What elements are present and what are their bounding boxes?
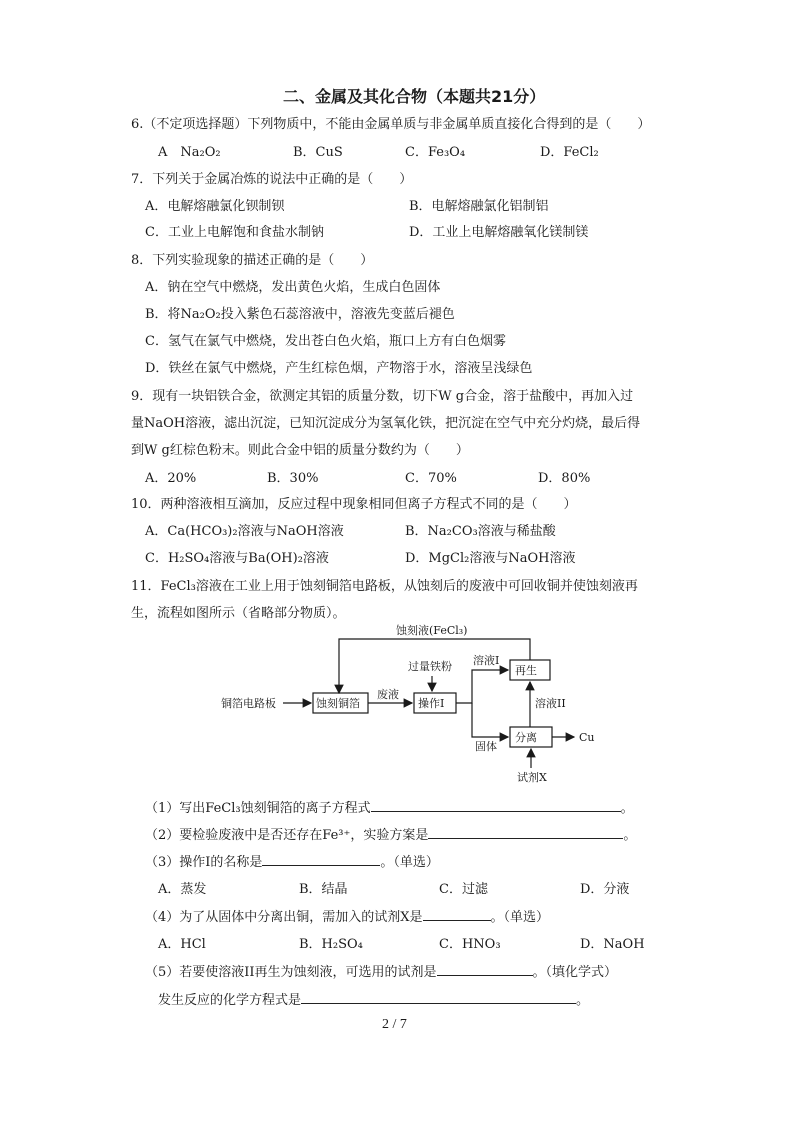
q11-sub-2-text: （2）要检验废液中是否还存在Fe³⁺，实验方案是	[145, 828, 429, 843]
q11-sub-3-text: （3）操作I的名称是	[145, 855, 263, 870]
question-8-stem: 8．下列实验现象的描述正确的是（ ）	[131, 253, 374, 268]
q11-sub-4	[145, 906, 549, 925]
q11-sub-1-text: （1）写出FeCl₃蚀刻铜箔的离子方程式	[145, 801, 371, 816]
q8-option-d: D．铁丝在氯气中燃烧，产生红棕色烟，产物溶于水，溶液呈浅绿色	[145, 361, 533, 376]
question-9-line-1: 9．现有一块铝铁合金，欲测定其铝的质量分数，切下W g合金，溶于盐酸中，再加入过	[131, 389, 634, 404]
q11-sub-4-end: 。（单选）	[490, 910, 550, 925]
q10-option-c: C．H₂SO₄溶液与Ba(OH)₂溶液	[145, 551, 329, 566]
question-6-stem: 6.（不定项选择题）下列物质中，不能由金属单质与非金属单质直接化合得到的是（ ）	[131, 117, 651, 132]
answer-blank-1[interactable]	[371, 799, 621, 812]
page-number: 2 / 7	[382, 1017, 407, 1032]
q7-option-d: D．工业上电解熔融氧化镁制镁	[409, 225, 589, 240]
q8-option-b: B．将Na₂O₂投入紫色石蕊溶液中，溶液先变蓝后褪色	[145, 307, 455, 322]
q11-sub-3-end: 。（单选）	[380, 855, 439, 870]
answer-blank-2[interactable]	[428, 826, 623, 839]
q11-sub-1	[145, 797, 634, 816]
label-solid: 固体	[475, 740, 497, 753]
question-7-stem: 7．下列关于金属冶炼的说法中正确的是（ ）	[131, 172, 413, 187]
label-operation-1: 操作I	[418, 697, 445, 710]
q7-option-c: C．工业上电解饱和食盐水制钠	[145, 225, 324, 240]
q9-option-d: D．80%	[538, 471, 591, 486]
q11-4-option-d: D．NaOH	[580, 937, 645, 952]
label-solution-1: 溶液I	[473, 654, 500, 667]
label-regenerate: 再生	[515, 664, 537, 677]
label-etchant: 蚀刻液(FeCl₃)	[396, 624, 468, 637]
q11-sub-2	[145, 824, 636, 843]
solution-1-arrow	[456, 670, 508, 703]
q11-3-option-d: D．分液	[580, 882, 630, 897]
q10-option-b: B．Na₂CO₃溶液与稀盐酸	[405, 524, 556, 539]
q11-sub-5-text: （5）若要使溶液II再生为蚀刻液，可选用的试剂是	[145, 965, 437, 980]
label-etch-box: 蚀刻铜箔	[316, 697, 360, 710]
q11-3-option-a: A．蒸发	[158, 882, 207, 897]
question-11-line-1: 11．FeCl₃溶液在工业上用于蚀刻铜箔电路板，从蚀刻后的废液中可回收铜并使蚀刻液再	[131, 579, 638, 594]
q8-option-c: C．氢气在氯气中燃烧，发出苍白色火焰，瓶口上方有白色烟雾	[145, 334, 506, 349]
q7-option-b: B．电解熔融氯化铝制铝	[409, 199, 549, 214]
q11-3-option-c: C．过滤	[439, 882, 488, 897]
q11-sub-2-end: 。	[623, 828, 637, 843]
q9-option-b: B．30%	[267, 471, 319, 486]
q11-3-option-b: B．结晶	[299, 882, 348, 897]
q11-sub-4-text: （4）为了从固体中分离出铜，需加入的试剂X是	[145, 910, 423, 925]
q11-sub-5-end-2: 。	[576, 993, 590, 1008]
q11-4-option-b: B．H₂SO₄	[299, 937, 363, 952]
question-10-stem: 10．两种溶液相互滴加，反应过程中现象相同但离子方程式不同的是（ ）	[131, 497, 577, 512]
q8-option-a: A．钠在空气中燃烧，发出黄色火焰，生成白色固体	[145, 280, 441, 295]
q11-sub-5-line-2	[158, 989, 589, 1008]
label-copper-board: 铜箔电路板	[221, 697, 276, 710]
q9-option-a: A．20%	[145, 471, 197, 486]
q11-4-option-c: C．HNO₃	[439, 937, 501, 952]
label-reagent-x: 试剂X	[517, 771, 547, 784]
label-iron-powder: 过量铁粉	[408, 660, 452, 673]
answer-blank-6[interactable]	[301, 991, 576, 1004]
answer-blank-4[interactable]	[423, 908, 491, 921]
section-title: 二、金属及其化合物（本题共21分）	[283, 87, 546, 106]
label-cu: Cu	[579, 731, 595, 744]
question-11-line-2: 生，流程如图所示（省略部分物质）。	[131, 606, 346, 621]
q9-option-c: C．70%	[405, 471, 457, 486]
q11-sub-5	[145, 961, 617, 980]
q7-option-a: A．电解熔融氯化钡制钡	[145, 199, 285, 214]
q11-sub-5-text-2: 发生反应的化学方程式是	[158, 993, 302, 1008]
answer-blank-3[interactable]	[262, 853, 380, 866]
question-9-line-3: 到W g红棕色粉末。则此合金中铝的质量分数约为（ ）	[131, 443, 469, 458]
q6-option-d: D．FeCl₂	[540, 145, 599, 160]
answer-blank-5[interactable]	[437, 963, 533, 976]
q11-sub-5-end: 。（填化学式）	[532, 965, 618, 980]
q11-sub-3	[145, 851, 439, 870]
label-separate: 分离	[515, 731, 537, 744]
q11-4-option-a: A．HCl	[158, 937, 206, 952]
q10-option-d: D．MgCl₂溶液与NaOH溶液	[405, 551, 576, 566]
q6-option-b: B．CuS	[293, 145, 343, 160]
solid-arrow	[472, 703, 508, 737]
label-solution-2: 溶液II	[535, 697, 566, 710]
q6-option-c: C．Fe₃O₄	[405, 145, 466, 160]
question-9-line-2: 量NaOH溶液，滤出沉淀，已知沉淀成分为氢氧化铁，把沉淀在空气中充分灼烧，最后得	[131, 416, 641, 431]
q10-option-a: A．Ca(HCO₃)₂溶液与NaOH溶液	[145, 524, 344, 539]
label-waste: 废液	[377, 688, 399, 701]
q11-sub-1-end: 。	[620, 801, 634, 816]
q6-option-a: A Na₂O₂	[158, 145, 221, 160]
